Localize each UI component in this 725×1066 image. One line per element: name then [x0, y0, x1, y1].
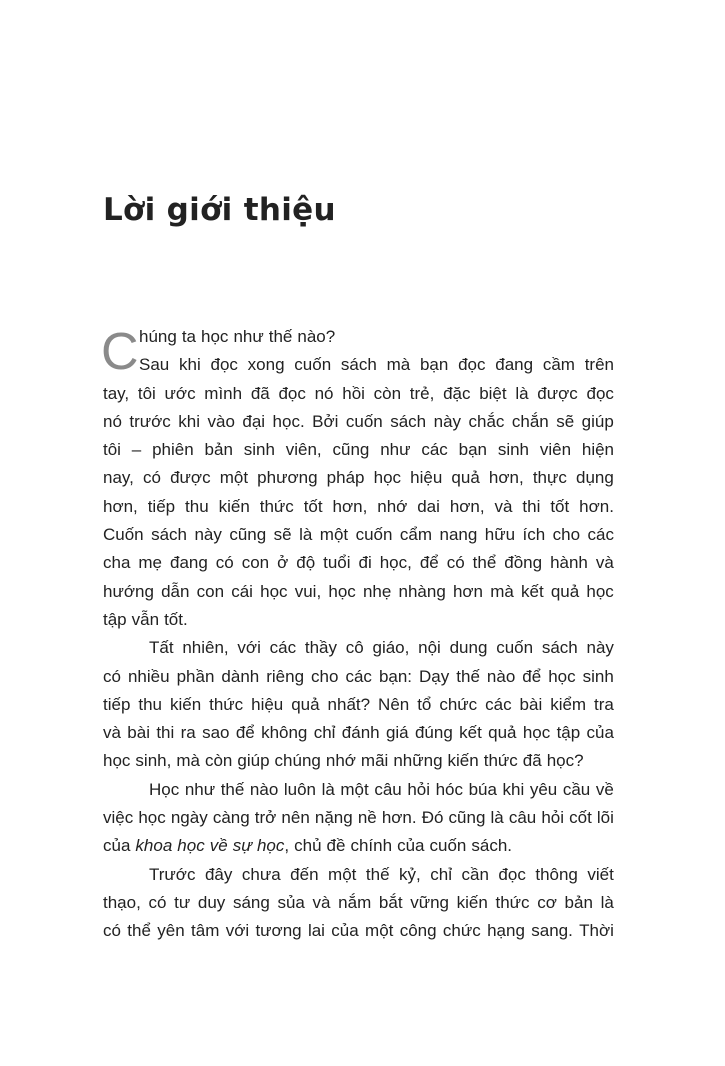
text-line: thạo, có tư duy sáng sủa và nắm bắt vững kiến thức cơ bản là — [103, 892, 614, 912]
text-line: húng ta học như thế nào? — [139, 327, 336, 346]
text-line: tiếp thu kiến thức hiệu quả nhất? Nên tổ chức các bài kiểm tra — [103, 694, 614, 714]
text-line: Tất nhiên, với các thầy cô giáo, nội dung cuốn sách này — [149, 638, 614, 658]
text-line: và bài thi ra sao để không chỉ đánh giá đúng kết quả học tập của — [103, 723, 614, 743]
text-line: của khoa học về sự học, chủ đề chính của cuốn sách. — [103, 836, 512, 856]
text-line: Học như thế nào luôn là một câu hỏi hóc búa khi yêu cầu về — [149, 779, 614, 799]
text-line: nay, có được một phương pháp học hiệu quả hơn, thực dụng — [103, 468, 614, 488]
text-line: Sau khi đọc xong cuốn sách mà bạn đọc đang cầm trên — [139, 355, 614, 375]
text-line: việc học ngày càng trở nên nặng nề hơn. Đó cũng là câu hỏi cốt lõi — [103, 808, 614, 828]
text-line: có nhiều phần dành riêng cho các bạn: Dạy thế nào để học sinh — [103, 666, 614, 686]
page-title: Lời giới thiệu — [103, 192, 336, 228]
text-line: hướng dẫn con cái học vui, học nhẹ nhàng hơn mà kết quả học — [103, 581, 614, 601]
text-line: có thể yên tâm với tương lai của một công chức hạng sang. Thời — [103, 921, 614, 941]
text-line: nó trước khi vào đại học. Bởi cuốn sách này chắc chắn sẽ giúp — [103, 411, 614, 431]
body-text — [103, 323, 614, 946]
text-line: hơn, tiếp thu kiến thức tốt hơn, nhớ dai hơn, và thi tốt hơn. — [103, 496, 614, 516]
text-line: tôi – phiên bản sinh viên, cũng như các bạn sinh viên hiện — [103, 440, 614, 460]
text-line: Trước đây chưa đến một thế kỷ, chỉ cần đọc thông viết — [149, 864, 614, 884]
text-line: học sinh, mà còn giúp chúng nhớ mãi những kiến thức đã học? — [103, 751, 584, 771]
drop-cap: C — [101, 323, 139, 381]
text-line: tay, tôi ước mình đã đọc nó hồi còn trẻ, đặc biệt là được đọc — [103, 383, 614, 403]
text-line: Cuốn sách này cũng sẽ là một cuốn cẩm nang hữu ích cho các — [103, 525, 614, 545]
text-line: cha mẹ đang có con ở độ tuổi đi học, để có thể đồng hành và — [103, 553, 614, 573]
text-line: tập vẫn tốt. — [103, 609, 188, 629]
